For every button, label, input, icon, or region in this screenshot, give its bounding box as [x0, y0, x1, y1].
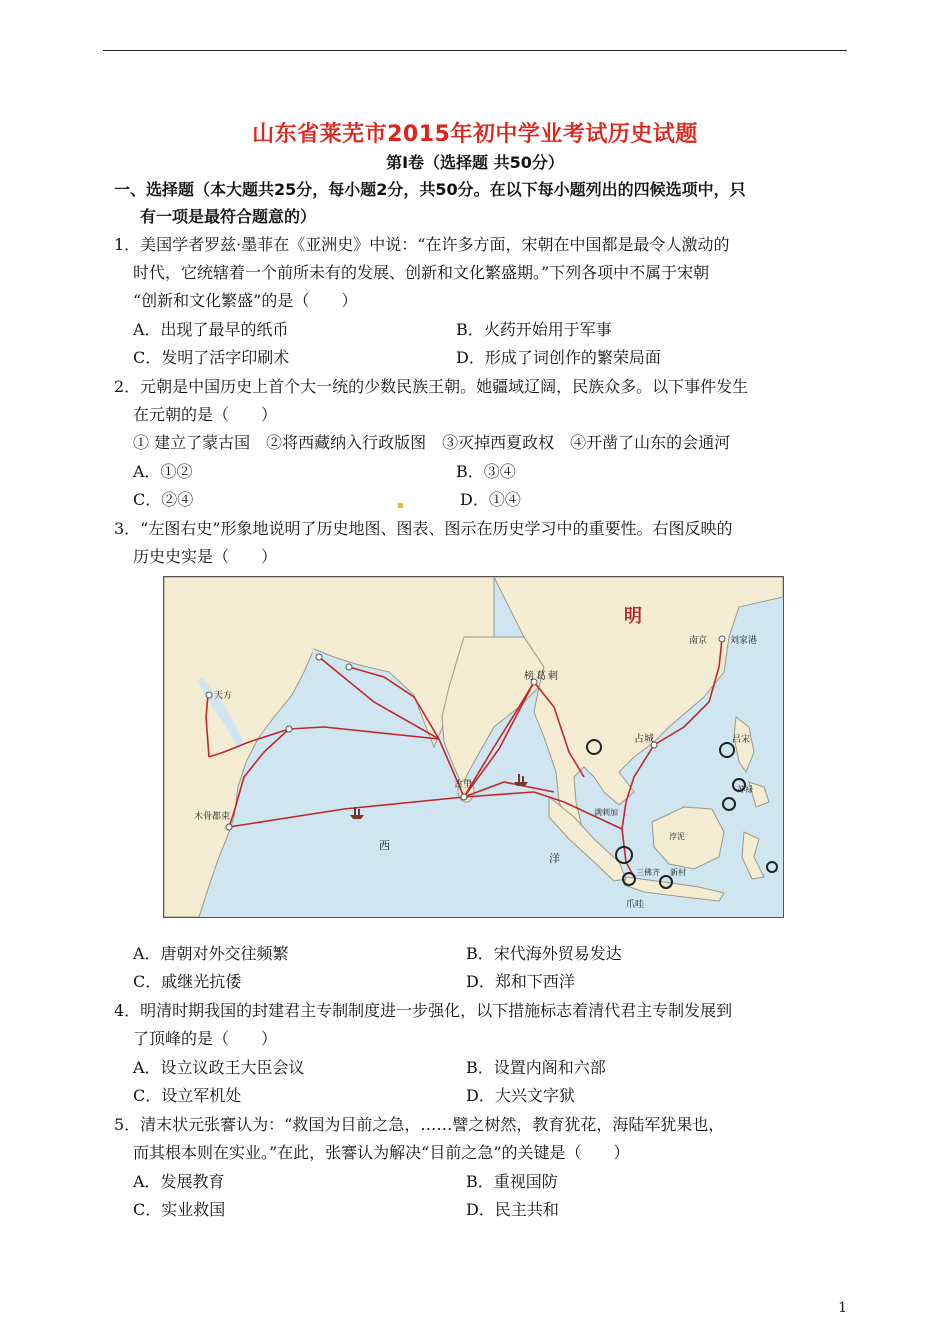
stray-mark: [398, 503, 403, 508]
q3-option-d[interactable]: D．郑和下西洋: [466, 972, 575, 991]
q5-stem-line: 而其根本则在实业。”在此，张謇认为解决“目前之急”的关键是（ ）: [133, 1143, 630, 1162]
nanjing-label: 南京: [689, 635, 708, 645]
exam-title: 山东省莱芜市2015年初中学业考试历史试题: [252, 122, 698, 147]
q5-stem-line: 5．清末状元张謇认为：“救国为目前之急，……譬之树然，教育犹花，海陆军犹果也，: [114, 1115, 725, 1134]
q4-option-d[interactable]: D．大兴文字狱: [466, 1086, 575, 1105]
q3-option-a[interactable]: A．唐朝对外交往频繁: [133, 944, 289, 963]
header-rule: [103, 50, 847, 51]
sulawesi-land: [742, 832, 764, 879]
liujiagang-label: 刘家港: [730, 635, 758, 645]
q2-option-c[interactable]: C．②④: [133, 490, 194, 509]
java-land: [624, 877, 724, 901]
q1-option-c[interactable]: C．发明了活字印刷术: [133, 348, 290, 367]
africa-arabia-land: [164, 577, 494, 917]
q5-option-a[interactable]: A．发展教育: [133, 1172, 225, 1191]
xincun-label: 新村: [670, 868, 686, 877]
q3-stem-line: 3．“左图右史”形象地说明了历史地图、图表、图示在历史学习中的重要性。右图反映的: [114, 519, 733, 538]
q2-option-b[interactable]: B．③④: [456, 462, 516, 481]
lvsong-label: 吕宋: [732, 734, 751, 744]
q1-stem-line: 1．美国学者罗兹·墨菲在《亚洲史》中说：“在许多方面，宋朝在中国都是最令人激动的: [114, 235, 730, 254]
q2-stem-line: 2．元朝是中国历史上首个大一统的少数民族王朝。她疆域辽阔，民族众多。以下事件发生: [114, 377, 749, 396]
zhaowa-label: 爪哇: [626, 899, 645, 909]
q4-stem-line: 4．明清时期我国的封建君主专制制度进一步强化，以下措施标志着清代君主专制发展到: [114, 1001, 733, 1020]
q1-stem-line: “创新和文化繁盛”的是（ ）: [133, 291, 358, 310]
mugudushu-label: 木骨都束: [194, 811, 231, 821]
ming-label: 明: [624, 606, 642, 626]
boni-label: 浡泥: [669, 832, 685, 841]
sulu-label: 苏禄: [737, 785, 753, 794]
q2-stem-line: 在元朝的是（ ）: [133, 405, 278, 424]
q1-option-d[interactable]: D．形成了词创作的繁荣局面: [456, 348, 661, 367]
q3-option-c[interactable]: C．戚继光抗倭: [133, 972, 242, 991]
manlajia-label: 满剌加: [594, 808, 618, 817]
q2-items: ① 建立了蒙古国 ②将西藏纳入行政版图 ③灭掉西夏政权 ④开凿了山东的会通河: [133, 433, 731, 452]
map-svg: [164, 577, 783, 917]
q4-stem-line: 了顶峰的是（ ）: [133, 1029, 278, 1048]
bangala-label: 榜葛剌: [524, 671, 560, 682]
exam-subtitle: 第Ⅰ卷（选择题 共50分）: [386, 153, 564, 172]
q2-option-a[interactable]: A．①②: [133, 462, 193, 481]
q5-option-c[interactable]: C．实业救国: [133, 1200, 226, 1219]
section-heading: 一、选择题（本大题共25分，每小题2分，共50分。在以下每小题列出的四候选项中，只: [114, 180, 746, 199]
ship-glyphs: [350, 774, 528, 819]
q1-option-b[interactable]: B．火药开始用于军事: [456, 320, 612, 339]
q2-option-d[interactable]: D．①④: [460, 490, 521, 509]
page-number: 1: [838, 1300, 847, 1316]
sanfoqi-label: 三佛齐: [636, 868, 660, 877]
q1-option-a[interactable]: A．出现了最早的纸币: [133, 320, 289, 339]
borneo-land: [652, 807, 724, 869]
q3-stem-line: 历史史实是（ ）: [133, 547, 278, 566]
yang-label: 洋: [549, 853, 560, 865]
india-land: [442, 637, 544, 785]
zheng-he-voyage-map: [163, 576, 784, 918]
q5-option-b[interactable]: B．重视国防: [466, 1172, 558, 1191]
q4-option-b[interactable]: B．设置内阁和六部: [466, 1058, 606, 1077]
section-heading-cont: 有一项是最符合题意的）: [140, 207, 317, 226]
q3-option-b[interactable]: B．宋代海外贸易发达: [466, 944, 622, 963]
q4-option-c[interactable]: C．设立军机处: [133, 1086, 242, 1105]
q5-option-d[interactable]: D．民主共和: [466, 1200, 559, 1219]
tianfang-label: 天方: [214, 690, 233, 700]
q1-stem-line: 时代，它统辖着一个前所未有的发展、创新和文化繁盛期。”下列各项中不属于宋朝: [133, 263, 710, 282]
q4-option-a[interactable]: A．设立议政王大臣会议: [133, 1058, 305, 1077]
xi-label: 西: [379, 840, 390, 852]
zhancheng-label: 占城: [634, 734, 654, 745]
guli-label: 古里: [454, 779, 473, 789]
